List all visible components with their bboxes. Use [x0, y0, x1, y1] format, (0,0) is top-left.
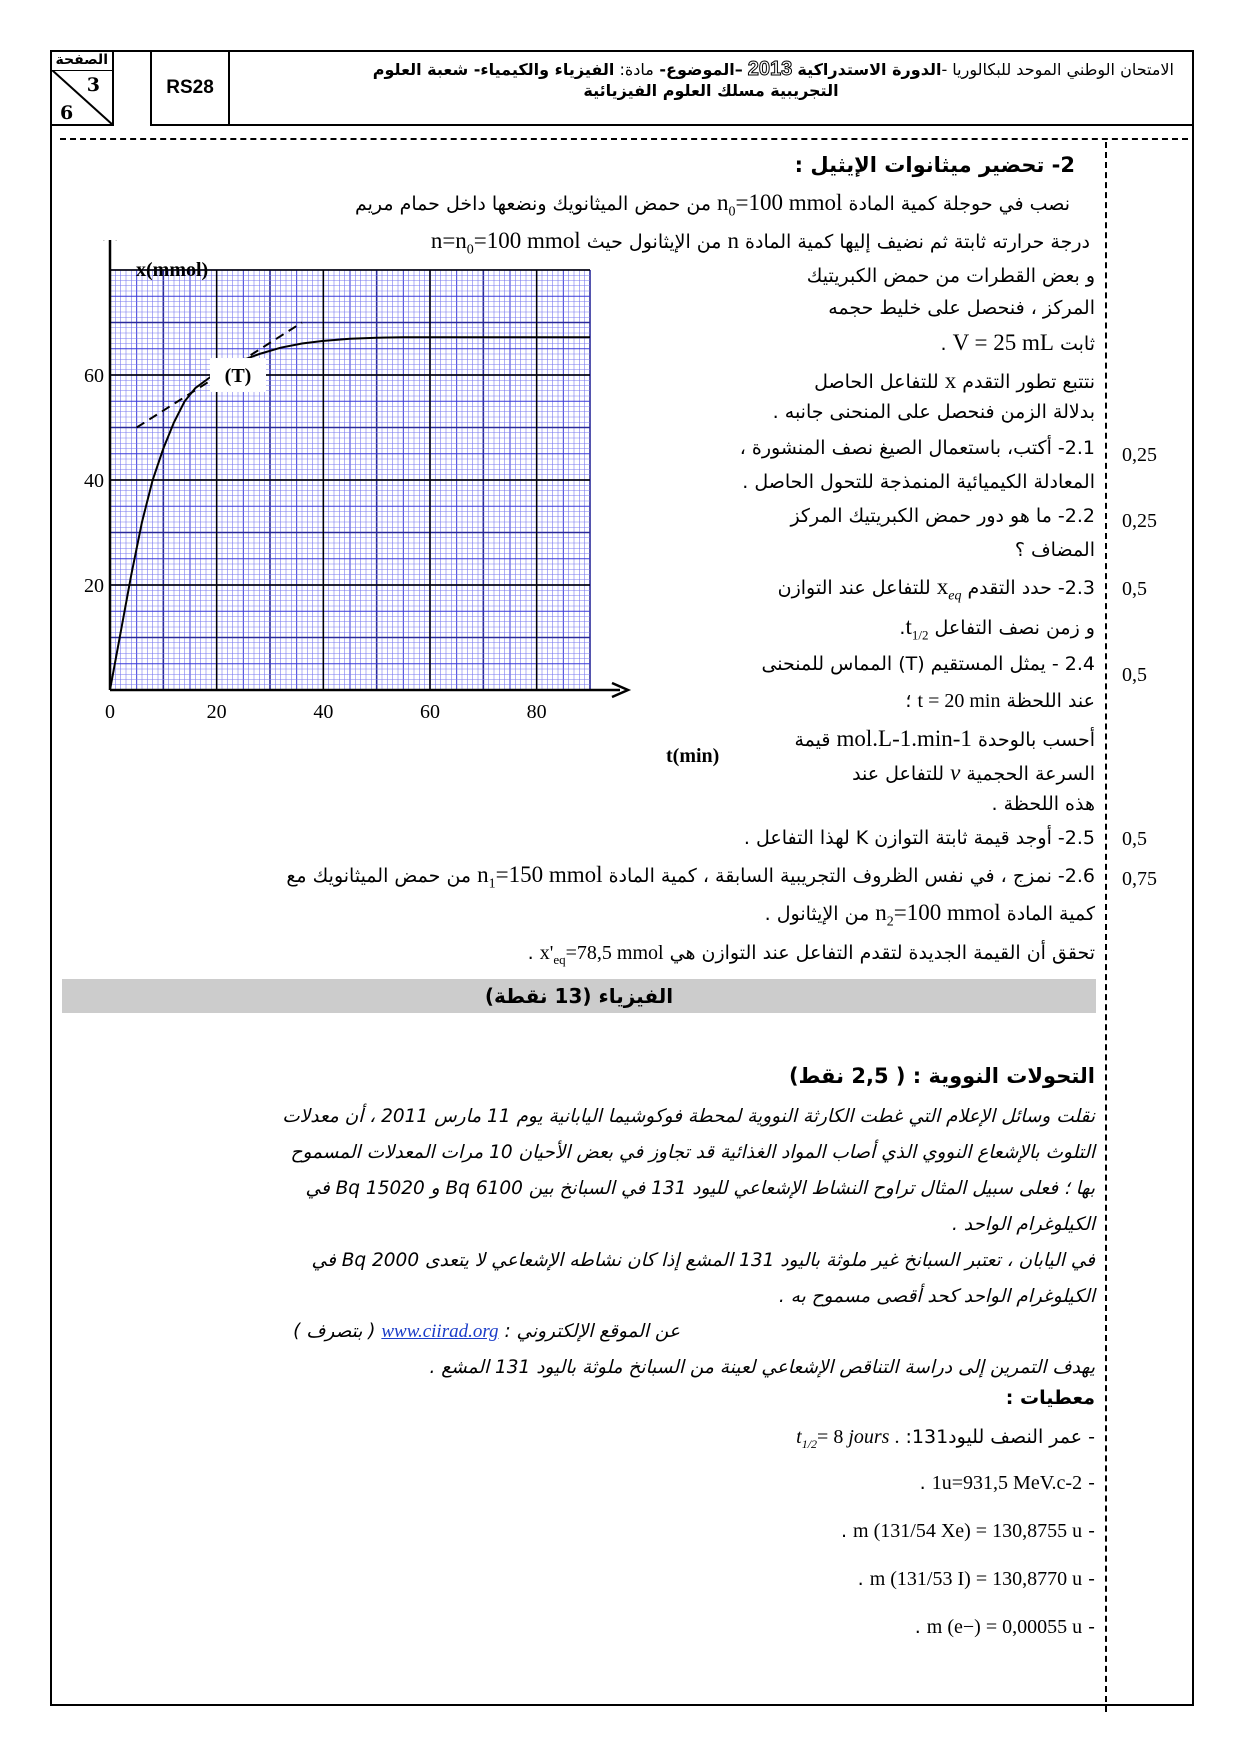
- q2-4-b: عند اللحظة: [1006, 690, 1095, 712]
- s2-p1-a: نصب في حوجلة كمية المادة: [848, 193, 1070, 215]
- q2-4-line3: [794, 724, 1095, 754]
- q2-6-line1: [286, 860, 1095, 894]
- page-total: 6: [60, 102, 74, 124]
- advancement-chart: [80, 240, 740, 820]
- x-tick-label: 60: [420, 701, 440, 723]
- q2-3-a: 2.3- حدد التقدم: [967, 577, 1095, 599]
- electron-mass: m (e−) = 0,00055 u: [926, 1616, 1083, 1638]
- title-subject-label: –الموضوع-: [653, 60, 743, 79]
- exam-code: RS28: [150, 50, 230, 126]
- x-tick-label: 20: [206, 701, 227, 723]
- x-tick-label: 0: [105, 701, 115, 723]
- q2-1-line1: 2.1- أكتب، باستعمال الصيغ نصف المنشورة ،: [739, 437, 1095, 459]
- q2-3-c: و زمن نصف التفاعل: [934, 617, 1095, 639]
- s2-n0: $n_0=100$ mmol: [717, 190, 843, 220]
- q2-4-e: قيمة: [794, 729, 831, 751]
- margin-divider: [1105, 142, 1107, 1712]
- q2-2-line1: 2.2- ما هو دور حمض الكبريتيك المركز: [790, 505, 1095, 527]
- source-label: عن الموقع الإلكتروني :: [504, 1321, 680, 1342]
- nuclear-line2: التلوث بالإشعاع النووي الذي أصاب المواد الغذائية قد تجاوز في بعض الأحيان 10 مرات المعدلات المسموح: [290, 1142, 1095, 1163]
- q2-6-b: من حمض الميثانويك مع: [286, 865, 472, 887]
- page-label: الصفحة: [55, 52, 108, 68]
- q2-3-xeq: $x_{eq}$: [936, 574, 962, 604]
- s2-line7: بدلالة الزمن فنحصل على المنحنى جانبه .: [772, 401, 1095, 423]
- section2-title: 2- تحضير ميثانوات الإيثيل :: [794, 153, 1075, 177]
- q2-3-line2: [899, 612, 1095, 644]
- half-life-value: $t_{1/2}= 8$ jours .: [796, 1426, 900, 1451]
- mark-q2-1: 0,25: [1122, 444, 1157, 466]
- y-tick-label: 20: [84, 575, 104, 597]
- data-atomic-mass-unit: - 1u=931,5 MeV.c-2 .: [919, 1472, 1095, 1494]
- nuclear-source: [293, 1320, 680, 1345]
- y-tick-label: 60: [84, 365, 104, 387]
- title-year: 2013: [747, 58, 793, 80]
- mark-q2-5: 0,5: [1122, 828, 1147, 850]
- data-mass-iodine: - m (131/53 I) = 130,8770 u .: [857, 1568, 1095, 1590]
- data-mass-electron: - m (e−) = 0,00055 u .: [914, 1616, 1095, 1638]
- q2-6-d: من الإيثانول .: [764, 903, 870, 925]
- x-tick-label: 80: [526, 701, 547, 723]
- s2-line3: و بعض القطرات من حمض الكبريتيك: [806, 265, 1095, 287]
- s2-p2-n: n: [727, 228, 739, 253]
- data-half-life: [796, 1424, 1095, 1453]
- half-life-label: - عمر النصف لليود131:: [905, 1426, 1095, 1448]
- s2-p2-b: من الإيثانول حيث: [586, 231, 722, 253]
- q2-2-line2: المضاف ؟: [1014, 539, 1095, 561]
- q2-4-c: ؛: [905, 690, 912, 712]
- source-note: ( بتصرف ): [293, 1321, 376, 1342]
- mark-q2-4: 0,5: [1122, 664, 1147, 686]
- s2-p6-a: نتتبع تطور التقدم: [962, 371, 1095, 393]
- xenon-mass: m (131/54 Xe) = 130,8755 u: [853, 1520, 1083, 1542]
- q2-4-line4: [852, 758, 1095, 788]
- nuclear-line5: في اليابان ، تعتبر السبانخ غير ملوثة باليود 131 المشع إذا كان نشاطه الإشعاعي لا يتعدى 2000 Bq في: [311, 1250, 1095, 1271]
- nuclear-line6: الكيلوغرام الواحد كحد أقصى مسموح به .: [778, 1286, 1095, 1307]
- s2-line4: المركز ، فنحصل على خليط حجمه: [828, 297, 1095, 319]
- q2-6-line3: [528, 940, 1095, 969]
- s2-p6-b: للتفاعل الحاصل: [814, 371, 939, 393]
- q2-4-line5: هذه اللحظة .: [991, 793, 1095, 815]
- data-mass-xenon: - m (131/54 Xe) = 130,8755 u .: [840, 1520, 1095, 1542]
- q2-6-dot: .: [527, 942, 534, 964]
- q2-6-line2: [765, 898, 1095, 932]
- tangent-label: (T): [224, 365, 252, 387]
- exam-title: [228, 50, 1194, 126]
- chart-grid: [110, 270, 590, 690]
- source-link[interactable]: www.ciirad.org: [381, 1321, 499, 1342]
- s2-p1-b: من حمض الميثانويك ونضعها داخل حمام مريم: [355, 193, 711, 215]
- q2-4-g: للتفاعل عند: [852, 763, 945, 785]
- x-tick-label: 40: [313, 701, 334, 723]
- q2-1-line2: المعادلة الكيميائية المنمذجة للتحول الحاصل .: [742, 471, 1095, 493]
- y-axis-label: x(mmol): [136, 259, 209, 281]
- q2-4-d: أحسب بالوحدة: [977, 729, 1095, 751]
- nuclear-line1: نقلت وسائل الإعلام التي غطت الكارثة النووية لمحطة فوكوشيما اليابانية يوم 11 مارس 2011 ، أن معدلات: [282, 1106, 1095, 1127]
- title-line2: التجريبية مسلك العلوم الفيزيائية: [583, 81, 839, 100]
- q2-3-thalf: $t_{1/2}$: [905, 614, 929, 643]
- s2-line6: [814, 366, 1095, 396]
- nuclear-line4: الكيلوغرام الواحد .: [952, 1214, 1095, 1235]
- s2-line5: [940, 328, 1095, 358]
- q2-6-n1: $n_1=150$ mmol: [477, 862, 603, 892]
- nuclear-title: التحولات النووية : ( 2,5 نقط): [788, 1064, 1095, 1088]
- title-line1-a: الامتحان الوطني الموحد للبكالوريا -: [941, 60, 1174, 79]
- mark-q2-3: 0,5: [1122, 578, 1147, 600]
- header-divider: [60, 138, 1188, 140]
- amu-value: 1u=931,5 MeV.c-2: [931, 1472, 1083, 1494]
- title-matter-name: الفيزياء والكيمياء- شعبة العلوم: [372, 60, 615, 79]
- title-session: الدورة الاستدراكية: [797, 60, 942, 79]
- q2-4-f: السرعة الحجمية: [966, 763, 1095, 785]
- q2-6-c: كمية المادة: [1006, 903, 1095, 925]
- s2-p5-a: ثابت: [1059, 333, 1095, 355]
- mark-q2-2: 0,25: [1122, 510, 1157, 532]
- s2-volume: V = 25 mL: [952, 330, 1054, 355]
- nuclear-line3: بها ؛ فعلى سبيل المثال تراوح النشاط الإشعاعي لليود 131 في السبانخ بين 6100 Bq و 15020 Bq في: [305, 1178, 1095, 1199]
- s2-line1: [355, 188, 1070, 222]
- s2-p5-dot: .: [940, 333, 947, 355]
- q2-6-n2: $n_2=100$ mmol: [875, 900, 1001, 930]
- q2-4-line2: [905, 688, 1095, 714]
- q2-3-line1: [778, 572, 1095, 606]
- nuclear-aim: يهدف التمرين إلى دراسة التناقص الإشعاعي لعينة من السبانخ ملوثة باليود 131 المشع .: [429, 1357, 1095, 1378]
- q2-4-v: v: [950, 760, 961, 785]
- s2-p6-x: x: [944, 368, 957, 393]
- q2-4-line1: 2.4 - يمثل المستقيم (T) المماس للمنحنى: [761, 653, 1095, 675]
- q2-4-time: t = 20 min: [917, 690, 1001, 712]
- title-matter: مادة:: [614, 60, 654, 79]
- q2-6-e: تحقق أن القيمة الجديدة لتقدم التفاعل عند التوازن هي: [669, 942, 1095, 964]
- q2-3-dot: .: [899, 617, 906, 639]
- page-number-box: [50, 50, 114, 126]
- s2-p2-eq: $n=n_0=100$ mmol: [430, 228, 581, 258]
- data-title: معطيات :: [1005, 1387, 1095, 1409]
- q2-4-unit: mol.L-1.min-1: [836, 726, 972, 751]
- q2-6-a: 2.6- نمزج ، في نفس الظروف التجريبية السابقة ، كمية المادة: [608, 865, 1095, 887]
- x-axis-label: t(min): [666, 745, 720, 767]
- exam-header: [50, 50, 1194, 130]
- q2-3-b: للتفاعل عند التوازن: [777, 577, 931, 599]
- iodine-mass: m (131/53 I) = 130,8770 u: [869, 1568, 1083, 1590]
- mark-q2-6: 0,75: [1122, 868, 1157, 890]
- y-tick-label: 40: [84, 470, 104, 492]
- q2-5: 2.5- أوجد قيمة ثابتة التوازن K لهذا التفاعل .: [743, 827, 1095, 849]
- physics-section-band: الفيزياء (13 نقطة): [62, 979, 1096, 1013]
- s2-p2-a: درجة حرارته ثابتة ثم نضيف إليها كمية المادة: [745, 231, 1090, 253]
- page-number: 3: [86, 74, 100, 96]
- q2-6-xeq: $x'_{eq}=78,5$ mmol: [539, 942, 664, 967]
